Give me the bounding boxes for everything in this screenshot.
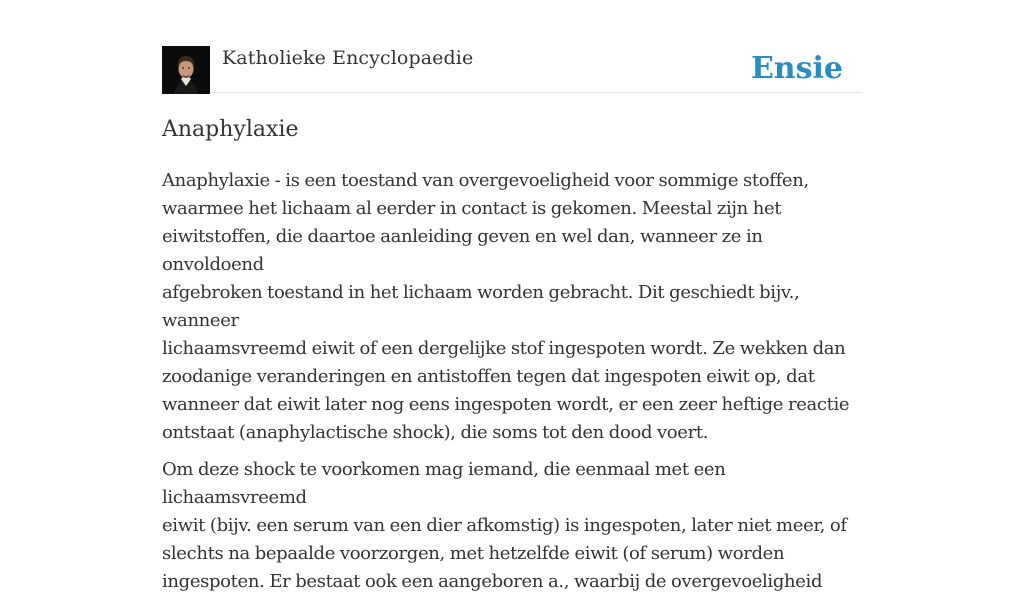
- entry-paragraph-1: Anaphylaxie - is een toestand van overgevoeligheid voor sommige stoffen, waarmee het lichaam al eerder in contact is gekomen. Meestal zijn het eiwitstoffen, die daartoe aanleiding geven en wel dan, wanneer ze in onvoldoend afgebroken toestand in het lichaam worden gebracht. Dit geschiedt bijv., wanneer lichaamsvreemd eiwit of een dergelijke stof ingespoten wordt. Ze wekken dan zoodanige veranderingen en antistoffen tegen dat ingespoten eiwit op, dat wanneer dat eiwit later nog eens ingespoten wordt, er een zeer heftige reactie ontstaat (anaphylactische shock), die soms tot den dood voert.: [162, 170, 850, 443]
- header: [162, 46, 862, 93]
- portrait-avatar-icon[interactable]: [162, 46, 210, 94]
- entry-content: [162, 114, 866, 596]
- entry-title: Anaphylaxie: [162, 117, 299, 142]
- entry-paragraph-2: Om deze shock te voorkomen mag iemand, die eenmaal met een lichaamsvreemd eiwit (bijv. een serum van een dier afkomstig) is ingespoten, later niet meer, of slechts na bepaalde voorzorgen, met hetzelfde eiwit (of serum) worden ingespoten. Er bestaat ook een aangeboren a., waarbij de overgevoeligheid: [162, 459, 847, 592]
- brand-logo[interactable]: Ensie: [750, 51, 843, 86]
- portrait-avatar-graphic: [162, 46, 210, 94]
- source-title[interactable]: Katholieke Encyclopaedie: [222, 47, 474, 69]
